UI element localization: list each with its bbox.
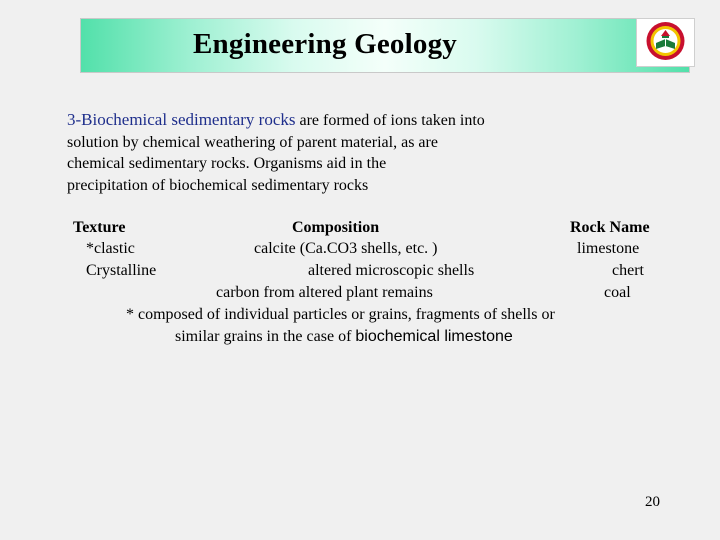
composition-header: Composition: [292, 219, 380, 236]
intro-line-3: chemical sedimentary rocks. Organisms aid in the: [67, 155, 387, 172]
intro-line-1-rest: are formed of ions taken into: [295, 112, 485, 129]
intro-line-1: [67, 109, 667, 132]
intro-paragraph: [67, 109, 667, 196]
footnote-emphasis: biochemical limestone: [355, 328, 513, 345]
table-row-2-rock-name: chert: [612, 262, 644, 279]
intro-line-2: solution by chemical weathering of parent material, as are: [67, 133, 438, 151]
rock-name-header: Rock Name: [570, 219, 650, 236]
logo-box: [636, 18, 695, 67]
page-number: 20: [645, 494, 660, 510]
heading-term: 3-Biochemical sedimentary rocks: [67, 110, 296, 129]
table-row-1-texture: *clastic: [86, 240, 135, 257]
table-row-1-rock-name: limestone: [577, 240, 640, 257]
table-row-3-composition: carbon from altered plant remains: [216, 284, 433, 301]
university-seal-icon: [637, 19, 694, 66]
table-row-3-rock-name: coal: [604, 284, 631, 301]
page-title: Engineering Geology: [193, 28, 457, 60]
texture-header: Texture: [73, 219, 126, 236]
footnote-line-1: * composed of individual particles or grains, fragments of shells or: [126, 306, 555, 323]
table-row-1-composition: calcite (Ca.CO3 shells, etc. ): [254, 240, 438, 257]
table-row-2-texture: Crystalline: [86, 262, 157, 279]
footnote-line-2-prefix: similar grains in the case of: [175, 328, 356, 345]
intro-line-4: precipitation of biochemical sedimentary rocks: [67, 176, 369, 194]
footnote-line-2: [175, 327, 513, 347]
table-row-2-composition: altered microscopic shells: [308, 262, 475, 279]
